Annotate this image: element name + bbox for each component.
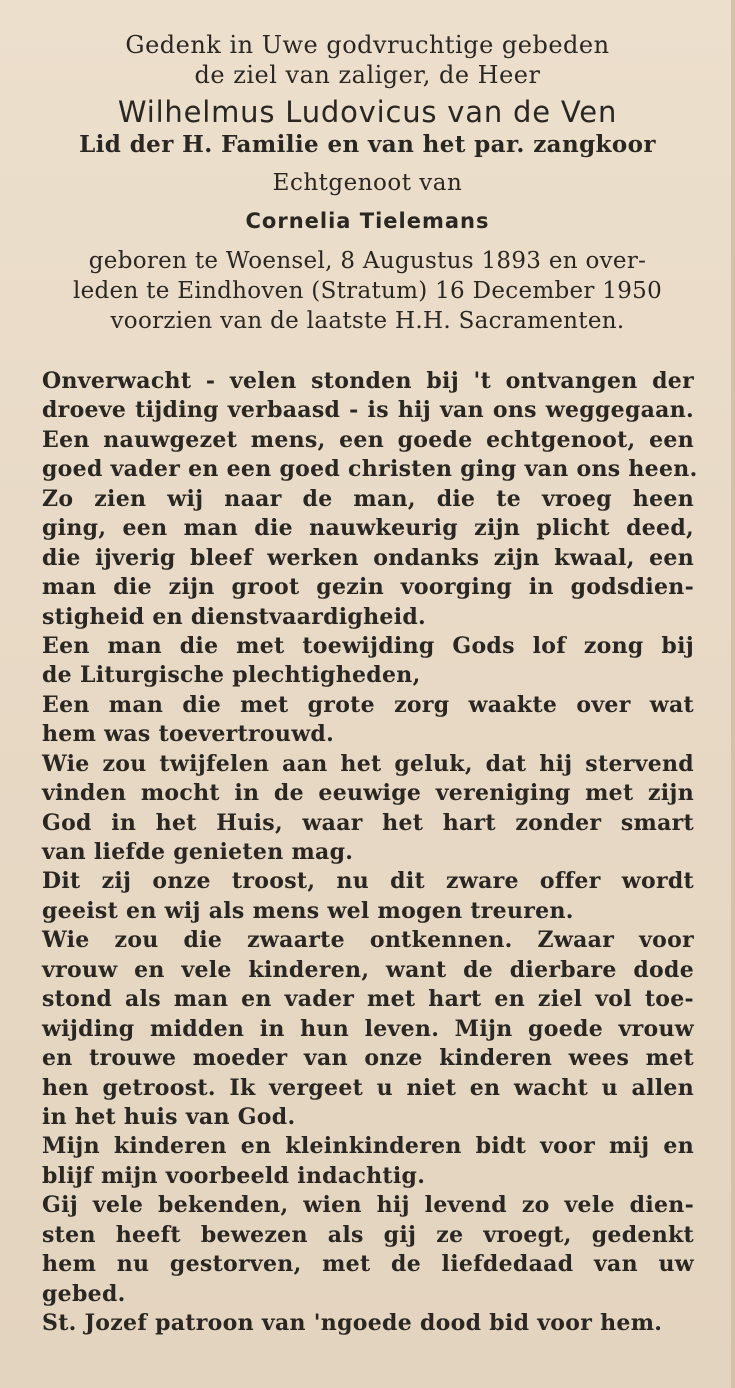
text-line: Gij vele bekenden, wien hij levend zo vele dien- xyxy=(42,1192,694,1219)
closing-prayer-line: St. Jozef patroon van 'ngoede dood bid voor hem. xyxy=(42,1310,663,1336)
text-line: man die zijn groot gezin voorging in godsdien- xyxy=(42,574,694,601)
text-line: Wie zou twijfelen aan het geluk, dat hij stervend xyxy=(42,750,694,777)
card-header xyxy=(0,30,735,336)
intro-line-2: de ziel van zaliger, de Heer xyxy=(194,61,541,89)
text-line: geeist en wij als mens wel mogen treuren. xyxy=(42,897,574,924)
text-line: vrouw en vele kinderen, want de dierbare dode xyxy=(42,956,694,983)
spouse-name: Cornelia Tielemans xyxy=(245,209,490,233)
memorial-text xyxy=(42,367,698,1338)
text-line: vinden mocht in de eeuwige vereniging met zijn xyxy=(42,780,694,807)
text-line: God in het Huis, waar het hart zonder smart xyxy=(42,809,694,836)
membership-line: Lid der H. Familie en van het par. zangkoor xyxy=(79,131,656,158)
text-line: hem nu gestorven, met de liefdedaad van uw xyxy=(42,1251,694,1278)
text-line: Dit zij onze troost, nu dit zware offer wordt xyxy=(42,868,694,895)
text-line: sten heeft bewezen als gij ze vroegt, gedenkt xyxy=(42,1221,694,1248)
birth-death-line-2: leden te Eindhoven (Stratum) 16 December 1950 xyxy=(72,278,663,304)
text-line: en trouwe moeder van onze kinderen wees met xyxy=(42,1045,694,1072)
text-line: Onverwacht - velen stonden bij 't ontvangen der xyxy=(42,368,694,394)
text-line: Wie zou die zwaarte ontkennen. Zwaar voor xyxy=(42,927,694,954)
text-line: Een man die met toewijding Gods lof zong bij xyxy=(42,632,694,659)
spouse-label: Echtgenoot van xyxy=(272,170,463,196)
text-line: van liefde genieten mag. xyxy=(42,839,354,865)
intro-line-1: Gedenk in Uwe godvruchtige gebeden xyxy=(125,31,610,59)
text-line: in het huis van God. xyxy=(42,1103,296,1130)
text-line: Een man die met grote zorg waakte over wat xyxy=(42,691,694,718)
text-line: blijf mijn voorbeeld indachtig. xyxy=(42,1162,426,1189)
text-line: Een nauwgezet mens, een goede echtgenoot, een xyxy=(42,426,694,453)
text-line: stond als man en vader met hart en ziel vol toe- xyxy=(42,986,694,1013)
text-line: stigheid en dienstvaardigheid. xyxy=(42,603,427,630)
birth-death-line-1: geboren te Woensel, 8 Augustus 1893 en over- xyxy=(88,248,647,274)
text-line: wijding midden in hun leven. Mijn goede vrouw xyxy=(42,1015,694,1042)
text-line: gebed. xyxy=(42,1280,126,1307)
text-line: hem was toevertrouwd. xyxy=(42,721,335,748)
deceased-name: Wilhelmus Ludovicus van de Ven xyxy=(117,95,618,129)
sacraments-line: voorzien van de laatste H.H. Sacramenten. xyxy=(110,308,625,334)
text-line: droeve tijding verbaasd - is hij van ons weggegaan. xyxy=(42,397,694,424)
text-line: de Liturgische plechtigheden, xyxy=(42,662,421,689)
text-line: ging, een man die nauwkeurig zijn plicht deed, xyxy=(42,515,694,542)
text-line: goed vader en een goed christen ging van ons heen. xyxy=(42,456,698,483)
text-line: die ijverig bleef werken ondanks zijn kwaal, een xyxy=(42,544,694,571)
text-line: Mijn kinderen en kleinkinderen bidt voor mij en xyxy=(42,1133,694,1160)
text-line: Zo zien wij naar de man, die te vroeg heen xyxy=(42,485,694,512)
text-line: hen getroost. Ik vergeet u niet en wacht u allen xyxy=(42,1074,694,1101)
